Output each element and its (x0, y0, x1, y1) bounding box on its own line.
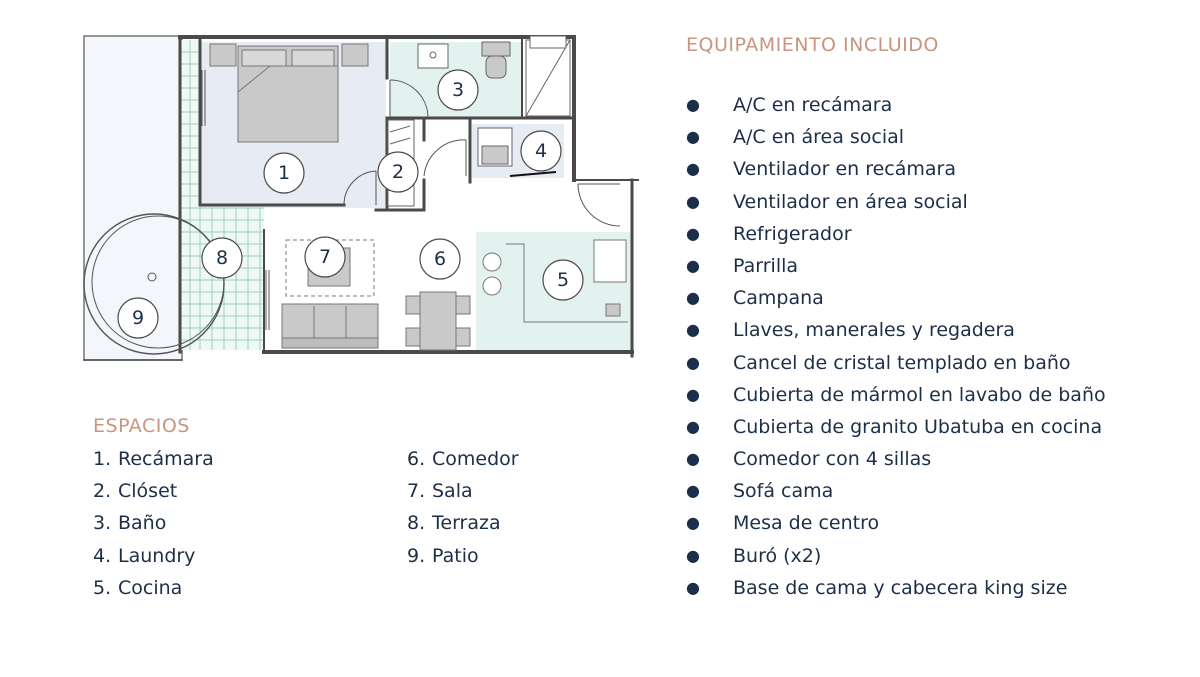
bullet-icon: ● (686, 416, 700, 436)
equipment-item: ● Campana (686, 282, 1106, 314)
bullet-icon: ● (686, 577, 700, 597)
bullet-icon: ● (686, 191, 700, 211)
equipment-item: ● Sofá cama (686, 475, 1106, 507)
bullet-icon: ● (686, 513, 700, 533)
equipment-item: ● A/C en área social (686, 121, 1106, 153)
bullet-icon: ● (686, 127, 700, 147)
equipment-item: ● Cancel de cristal templado en baño (686, 347, 1106, 379)
bullet-icon: ● (686, 449, 700, 469)
equipment-item: ● Ventilador en área social (686, 186, 1106, 218)
space-item: 8. Terraza (407, 512, 501, 535)
space-item: 6. Comedor (407, 448, 519, 470)
bullet-icon: ● (686, 159, 700, 179)
space-item: 9. Patio (407, 544, 479, 567)
equipment-item: ● Buró (x2) (686, 540, 1106, 572)
equipment-item: ● Base de cama y cabecera king size (686, 572, 1106, 604)
spaces-list-left (93, 443, 214, 604)
equipment-item: ● Llaves, manerales y regadera (686, 314, 1106, 346)
svg-text:9: 9 (131, 307, 145, 329)
bullet-icon: ● (686, 384, 700, 404)
space-item: 2. Clóset (93, 480, 178, 503)
svg-text:5: 5 (556, 269, 570, 291)
bullet-icon: ● (686, 255, 700, 275)
floor-plan (0, 0, 660, 380)
equipment-item: ● Cubierta de mármol en lavabo de baño (686, 379, 1106, 411)
spaces-list-right (407, 443, 519, 572)
space-item: 7. Sala (407, 480, 473, 503)
marker-6 (420, 239, 460, 279)
spaces-heading: ESPACIOS (93, 415, 190, 437)
equipment-item: ● Ventilador en recámara (686, 153, 1106, 185)
equipment-list (686, 89, 1106, 604)
space-item: 3. Baño (93, 512, 167, 535)
space-item: 1. Recámara (93, 448, 214, 470)
equipment-item: ● Mesa de centro (686, 507, 1106, 539)
svg-text:2: 2 (391, 161, 405, 183)
equipment-item: ● Refrigerador (686, 218, 1106, 250)
bullet-icon: ● (686, 288, 700, 308)
marker-8 (202, 238, 242, 278)
bullet-icon: ● (686, 95, 700, 114)
space-item: 4. Laundry (93, 544, 196, 567)
svg-text:8: 8 (215, 247, 229, 269)
space-item: 5. Cocina (93, 576, 183, 599)
bullet-icon: ● (686, 223, 700, 243)
bullet-icon: ● (686, 545, 700, 565)
equipment-item: ● A/C en recámara (686, 89, 1106, 121)
marker-3 (438, 70, 478, 110)
equipment-item: ● Parrilla (686, 250, 1106, 282)
equipment-heading: EQUIPAMIENTO INCLUIDO (686, 34, 939, 56)
marker-2 (378, 152, 418, 192)
equipment-item: ● Comedor con 4 sillas (686, 443, 1106, 475)
svg-text:4: 4 (534, 140, 548, 162)
marker-5 (543, 260, 583, 300)
svg-text:6: 6 (433, 248, 447, 270)
marker-4 (521, 131, 561, 171)
bullet-icon: ● (686, 352, 700, 372)
marker-1 (264, 153, 304, 193)
svg-text:1: 1 (277, 162, 291, 184)
svg-text:3: 3 (451, 79, 465, 101)
equipment-item: ● Cubierta de granito Ubatuba en cocina (686, 411, 1106, 443)
marker-7 (305, 237, 345, 277)
bullet-icon: ● (686, 481, 700, 501)
dining-furniture (406, 292, 470, 350)
marker-9 (118, 298, 158, 338)
bullet-icon: ● (686, 320, 700, 340)
svg-text:7: 7 (318, 246, 332, 268)
